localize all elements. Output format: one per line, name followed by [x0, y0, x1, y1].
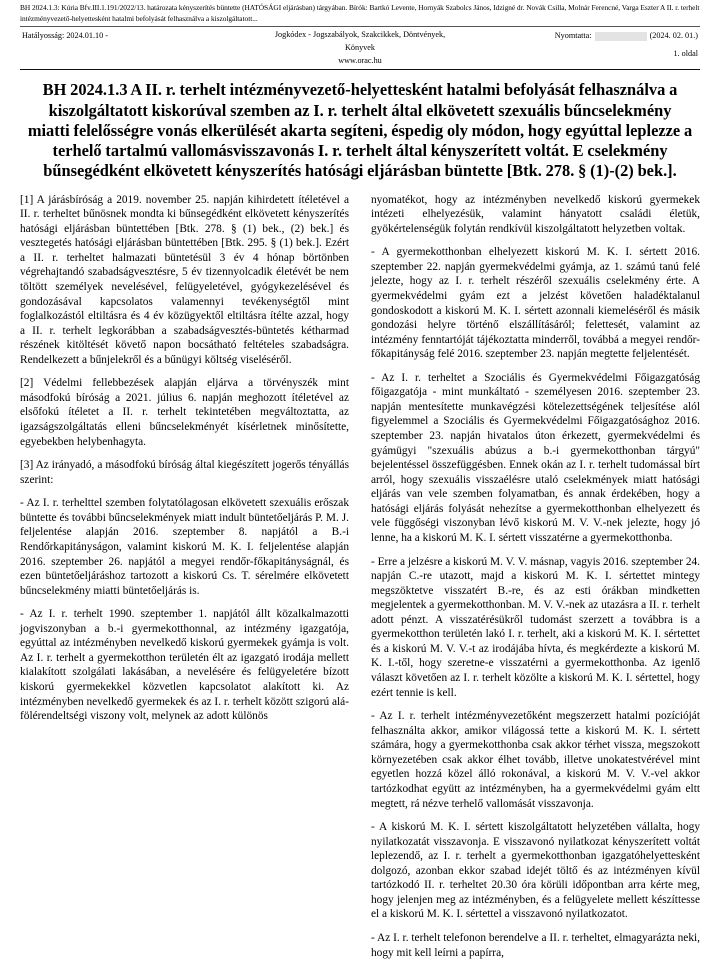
paragraph: - Az I. r. terhelt telefonon berendelve a II. r. terheltet, elmagyarázta neki, hogy mit kell leírni a papírra, — [371, 932, 700, 959]
publisher-website: www.orac.hu — [338, 56, 382, 66]
publisher-block — [232, 29, 489, 67]
page-title: BH 2024.1.3 A II. r. terhelt intézményvezető-helyettesként hatalmi befolyását felhasználva a kiszolgáltatott kiskorúval szemben az I. r. terhelt által elkövetett szexuális bűncselekmény miatti felelősségre vonás elkerülését akarta segíteni, éspedig oly módon, hogy egyúttal leplezze a terhelő tartalmú vallomásvisszavonás I. r. terhelt által kényszerített voltát. E cselekmény bűnsegédként elkövetett kényszerítés hatósági eljárásban büntette [Btk. 278. § (1)-(2) bek.]. — [27, 80, 693, 181]
page-number: 1. oldal — [673, 48, 698, 58]
publisher-line-1: Jogkódex - Jogszabályok, Szakcikkek, Döntvények, — [274, 30, 446, 40]
header-bottom-divider — [20, 69, 700, 70]
two-column-body — [20, 193, 700, 961]
paragraph: - A kiskorú M. K. I. sértett kiszolgáltatott helyzetében vállalta, hogy nyilatkozatát visszavonja. E visszavonó nyilatkozat kényszerített voltát leplezendő, az I. r. terhelt a gyermekotthonban igazgatóhelyettesként dolgozó, azonban ekkor szabad idejét töltő és az intézményen kívül tartózkodó II. r. terheltet 20.30 óra körüli időpontban arra kérte meg, hogy jelenjen meg az intézményben, és a felügyelete mellett készíttesse el a kiskorú M. K. I. sértettel a visszavonó nyilatkozatot. — [371, 821, 700, 921]
paragraph: - Az I. r. terhelttel szemben folytatólagosan elkövetett szexuális erőszak büntette és további bűncselekmények miatt indult büntetőeljárás P. M. J. feljelentése alapján 2016. szeptember 8. napjától a B.-i Rendőrkapitányságon, valamint kiskorú M. K. I. feljelentése alapján 2016. szeptember 26. napjától a megyei rendőr-főkapitányságnál, és ezen büntetőeljáráshoz tartozott a kiskorú Cs. T. sérelmére elkövetett bűncselekmény miatti büntetőeljárás is. — [20, 497, 349, 597]
paragraph: - Erre a jelzésre a kiskorú M. V. V. másnap, vagyis 2016. szeptember 24. napján C.-re utazott, majd a kiskorú M. K. I. sértettet mintegy megszöktetve visszatért B.-re, és az esti órákban mindketten megjelentek a gyermekotthonban. M. V. V.-nek az utazásra a II. r. terhelt adott pénzt. A visszatérésükről tudomást szerzett a továbbra is a gyermekotthon területén lakó I. r. terhelt, aki a kiskorú M. K. I. sértettet és a kiskorú M. V. V.-t az irodájába hívta, és megkérdezte a kiskorú M. K. I.-től, hogy szeretne-e visszatérni a gyermekotthonba. Az igenlő választ követően az I. r. terhelt közölte a kiskorú M. K. I. sértettel, hogy ezért tennie is kell. — [371, 555, 701, 699]
redacted-username-box — [595, 32, 647, 41]
validity-label: Hatályosság: 2024.01.10 - — [22, 31, 108, 41]
paragraph: - A gyermekotthonban elhelyezett kiskorú M. K. I. sértett 2016. szeptember 22. napján gyermekvédelmi gyámja, az 1. számú tanú felé jelezte, hogy az I. r. terhelt részéről szexuális cselekmény érte. A gyermekvédelmi gyám ezt a jelzést követően haladéktalanul gondoskodott a kiskorú M. K. I. sértett azonnali kiemeléséről és másik gondozási helyre történő elszállításáról; felettesét, valamint az intézmény fenntartóját tájékoztatta minderről, továbbá a megyei rendőr-főkapitányság felé 2016. szeptember 23. napján megtette feljelentését. — [371, 246, 700, 361]
right-column — [371, 193, 700, 961]
paragraph: - Az I. r. terhelt intézményvezetőként megszerzett hatalmi pozícióját felhasználta akkor, amikor világossá tette a kiskorú M. K. I. sértett számára, hogy a gyermekotthonba csak akkor térhet vissza, megszokott környezetében csak akkor élhet tovább, illetve unokatestvérével mint egyetlen hozzá közel álló rokonával, a kiskorú M. V. V.-vel akkor tartózkodhat együtt az intézményben, ha a gyermekvédelmi gyám eltt megtett, rá nézve terhelő vallomását visszavonja. — [371, 710, 700, 810]
publisher-line-2: Könyvek — [344, 42, 375, 52]
left-column — [20, 193, 349, 724]
printed-by-label: Nyomtatta: — [554, 31, 592, 41]
page-header-band — [20, 27, 700, 69]
printed-date: (2024. 02. 01.) — [649, 31, 698, 41]
paragraph: nyomatékot, hogy az intézményben nevelkedő kiskorú gyermekek intézeti elhelyezésük, valamint hányatott családi életük, gyökértelenségük folytán rendkívül kiszolgáltatott helyzetben voltak. — [371, 193, 700, 235]
running-head-citation: BH 2024.1.3: Kúria Bfv.III.1.191/2022/13. határozata kényszerítés büntette (HATÓSÁGI eljárásban) tárgyában. Bírók: Bartkó Levente, Hornyák Szabolcs János, Idzigné dr. Novák Csilla, Molnár Ferencné, Varga Eszter A II. r. terhelt intézményvezető-helyettesként hatalmi befolyását felhasználva a kiszolgáltatott... — [20, 3, 700, 23]
paragraph: - Az I. r. terhelt 1990. szeptember 1. napjától állt közalkalmazotti jogviszonyban a b.-i gyermekotthonnal, az intézmény igazgatója, egyúttal az intézményben nevelkedő kiskorú gyermekek gyámja is volt. Az I. r. terhelt a gyermekotthon területén élt az igazgató irodája mellett kialakított szolgálati lakásában, a nevelésére és felügyeletére bízott kiskorú gyermekekkel közvetlen kapcsolatot alakított ki. Az intézményben nevelkedő gyermekek és az I. r. terhelt között szigorú alá-fölérendeltségi viszony volt, melynek az adott különös — [20, 608, 349, 723]
paragraph: [2] Védelmi fellebbezések alapján eljárva a törvényszék mint másodfokú bíróság a 2021. július 6. napján meghozott ítéletével az elsőfokú ítéletet a II. r. terhelt tekintetében megváltoztatta, az igazságszolgáltatás elleni bűncselekményét kísérletnek minősítette, egyebekben helybenhagyta. — [20, 377, 349, 448]
paragraph: [3] Az irányadó, a másodfokú bíróság által kiegészített jogerős tényállás szerint: — [20, 459, 349, 486]
paragraph: [1] A járásbíróság a 2019. november 25. napján kihirdetett ítéletével a II. r. terheltet bűnösnek mondta ki bűnsegédként elkövetett kényszerítés hatósági eljárásban büntettében [Btk. 278. § (1) bek., (2) bek.] és vesztegetés hatósági eljárásban büntettében [Btk. 295. § (1) bek.]. Ezért a II. r. terheltet halmazati büntetésül 3 év 4 hónap börtönben végrehajtandó szabadságvesztésre, 5 év tizennyolcadik életévét be nem töltött személyek nevelésével, felügyeletével, gyógykezelésével és gondozásával kapcsolatos valamennyi tevékenységtől mint foglalkozástól eltiltásra és 4 év közügyektől eltiltásra ítélte azzal, hogy a II. r. terhelt legkorábban a szabadságvesztés-büntetés kétharmad részének kitöltését követő napon bocsátható feltételes szabadságra. Rendelkezett a bűnjelekről és a bűnügyi költség viseléséről. — [20, 193, 349, 366]
paragraph: - Az I. r. terheltet a Szociális és Gyermekvédelmi Főigazgatóság főigazgatója - mint munkáltató - személyesen 2016. szeptember 23. napján mentesítette munkavégzési kötelezettségének teljesítése alól figyelemmel a Szociális és Gyermekvédelmi Főigazgatósághoz 2016. szeptember 23. napján hivatalos úton érkezett, gyermekvédelmi és gyámügyi "szexuális abúzus a b.-i gyermekotthonban tárgyú" bejelentéssel összefüggésben. Ennek okán az I. r. terhelt tudomással bírt arról, hogy szexuális visszaélésre utaló cselekmények miatt hatósági eljárás van vele szemben folyamatban, és annak érdekében, hogy a hatósági eljárás folyását nehezítse a gyermekotthonban elhelyezett és vele függőségi viszonyban lévő kiskorú M. V. V.-nek jelezte, hogy jó lenne, ha a kiskorú M. K. I. sértett visszatérne a gyermekotthonba. — [371, 371, 700, 544]
print-info-block — [488, 29, 698, 60]
